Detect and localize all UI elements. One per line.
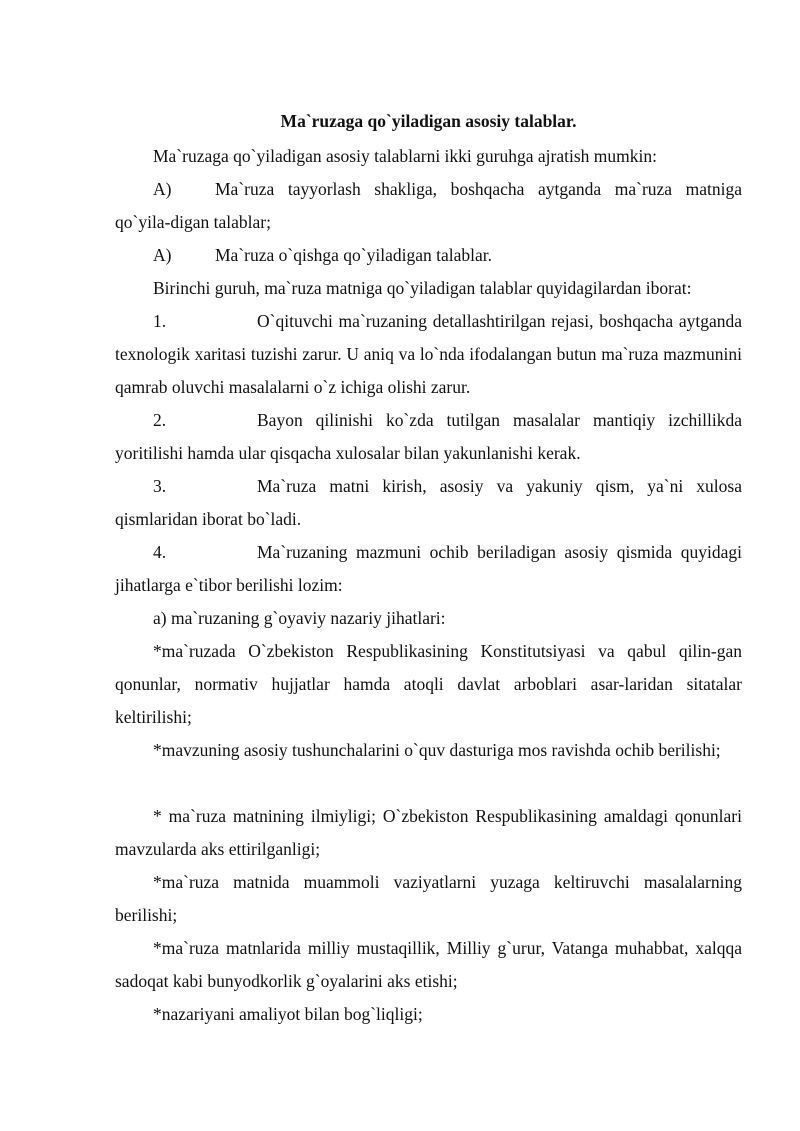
bullet-item-2: *mavzuning asosiy tushunchalarini o`quv dasturiga mos ravishda ochib berilishi; [153,740,721,760]
list-marker: A) [153,179,172,199]
bullet-item-5: *ma`ruza matnlarida milliy mustaqillik, Milliy g`urur, Vatanga muhabbat, xalqqa sadoqat kabi bunyodkorlik g`oyalarini aks etishi; [115,938,742,991]
list-marker: 3. [153,476,167,496]
numbered-item-2 [115,404,742,470]
list-marker: 1. [153,311,167,331]
bullet-item-6: *nazariyani amaliyot bilan bog`liqligi; [153,1004,423,1024]
list-item-text: O`qituvchi ma`ruzaning detallashtirilgan rejasi, boshqacha aytganda texnologik xaritasi tuzishi zarur. U aniq va lo`nda ifodalangan butun ma`ruza mazmunini qamrab oluvchi masalalarni o`z ichiga olishi zarur. [115,311,742,397]
bullet-item-4: *ma`ruza matnida muammoli vaziyatlarni yuzaga keltiruvchi masalalarning berilishi; [115,872,742,925]
numbered-item-1 [115,305,742,404]
bullet-item-1: *ma`ruzada O`zbekiston Respublikasining Konstitutsiyasi va qabul qilin-gan qonunlar, normativ hujjatlar hamda atoqli davlat arboblari asar-laridan sitatalar keltirilishi; [115,641,742,727]
list-item-text: Ma`ruza matni kirish, asosiy va yakuniy qism, ya`ni xulosa qismlaridan iborat bo`ladi. [115,476,742,529]
list-item-a1 [115,173,742,239]
group-intro-paragraph: Birinchi guruh, ma`ruza matniga qo`yiladigan talablar quyidagilardan iborat: [153,278,692,298]
bullet-item-3: * ma`ruza matnining ilmiyligi; O`zbekiston Respublikasining amaldagi qonunlari mavzularda aks ettirilganligi; [115,806,742,859]
list-item-text: Ma`ruzaning mazmuni ochib beriladigan asosiy qismida quyidagi jihatlarga e`tibor berilishi lozim: [115,542,742,595]
numbered-item-3 [115,470,742,536]
list-item-text: Ma`ruza tayyorlash shakliga, boshqacha aytganda ma`ruza matniga qo`yila-digan talablar; [115,179,742,232]
page-title: Ma`ruzaga qo`yiladigan asosiy talablar. [280,111,577,131]
list-item-text: Ma`ruza o`qishga qo`yiladigan talablar. [215,245,492,265]
list-item-text: Bayon qilinishi ko`zda tutilgan masalalar mantiqiy izchillikda yoritilishi hamda ular qisqacha xulosalar bilan yakunlanishi kerak. [115,410,742,463]
subsection-heading: a) ma`ruzaning g`oyaviy nazariy jihatlari: [153,608,446,628]
list-marker: A) [153,245,172,265]
numbered-item-4 [115,536,742,602]
list-marker: 4. [153,542,167,562]
list-item-a2 [115,239,742,272]
list-marker: 2. [153,410,167,430]
intro-paragraph: Ma`ruzaga qo`yiladigan asosiy talablarni ikki guruhga ajratish mumkin: [153,146,657,166]
